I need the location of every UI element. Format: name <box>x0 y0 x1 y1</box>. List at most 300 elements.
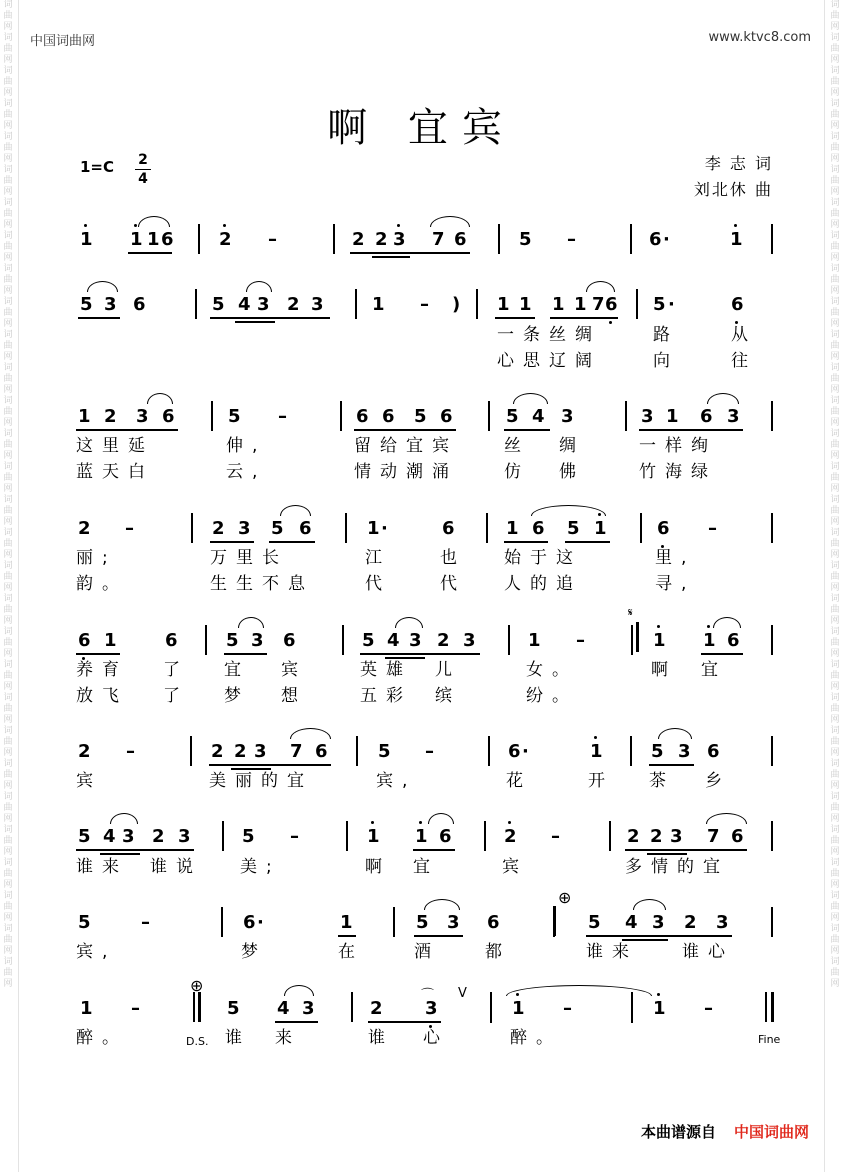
note: 1 <box>130 229 143 250</box>
note: 1 <box>574 294 587 315</box>
note: 5 <box>414 406 427 427</box>
note: 6 <box>442 518 455 539</box>
composer-credit: 刘北休 曲 <box>693 180 773 199</box>
note: 6 <box>605 294 618 315</box>
note: 6 <box>382 406 395 427</box>
underline <box>287 764 331 766</box>
lyric-text: 养育 <box>76 660 128 680</box>
note: 3 <box>178 826 191 847</box>
note: 2 <box>352 229 365 250</box>
barline <box>771 224 773 254</box>
fine-mark: Fine <box>758 1033 781 1046</box>
note: 1 <box>552 294 565 315</box>
footer-source-label: 本曲谱源自 <box>640 1123 716 1141</box>
note: – <box>126 741 135 762</box>
barline <box>356 736 358 766</box>
note: 3 <box>257 294 270 315</box>
lyricist-credit: 李 志 词 <box>704 154 773 173</box>
underline <box>235 321 275 323</box>
barline <box>631 992 633 1022</box>
lyric-text: 都 <box>485 942 511 962</box>
coda-mark-1: ⊕ <box>558 888 572 907</box>
note: 1 <box>730 229 743 250</box>
barline <box>631 625 633 655</box>
note: 2 <box>370 998 383 1019</box>
note: 6 <box>165 630 178 651</box>
underline <box>76 429 178 431</box>
ds-mark: D.S. <box>186 1035 209 1048</box>
note: 6 <box>731 826 744 847</box>
barline <box>771 513 773 543</box>
underline <box>275 1021 318 1023</box>
barline <box>198 224 200 254</box>
barline <box>630 224 632 254</box>
segno-mark: 𝄋 <box>628 606 633 619</box>
note: 3 <box>409 630 422 651</box>
lyric-text: 万里长 <box>210 548 288 568</box>
underline <box>647 853 687 855</box>
note: · <box>668 294 675 315</box>
note: – <box>290 826 299 847</box>
barline <box>484 821 486 851</box>
lyric-text: 啊 <box>651 660 677 680</box>
time-fraction-bar <box>135 169 151 170</box>
note: 2 <box>152 826 165 847</box>
note: 1 <box>78 406 91 427</box>
underline <box>495 317 535 319</box>
lyric-text: 竹海绿 <box>639 462 717 482</box>
note: · <box>381 518 388 539</box>
underline <box>682 935 732 937</box>
lyric-text: 英雄 <box>360 660 412 680</box>
lyric-text: 留给宜宾 <box>354 436 458 456</box>
note: 1 <box>367 518 380 539</box>
lyric-text: 宾 <box>76 771 102 791</box>
underline <box>231 768 271 770</box>
note: 1 <box>653 998 666 1019</box>
note: 4 <box>103 826 116 847</box>
note: 2 <box>212 518 225 539</box>
note: 1 <box>147 229 160 250</box>
underline <box>435 653 480 655</box>
note: 2 <box>78 518 91 539</box>
note: 5 <box>228 406 241 427</box>
ds-barline-thin <box>193 992 195 1022</box>
high-octave-dot <box>657 993 660 996</box>
high-octave-dot <box>223 224 226 227</box>
note: 6 <box>439 826 452 847</box>
lyric-text: 仿 <box>504 462 530 482</box>
underline <box>565 541 610 543</box>
note: 6 <box>487 912 500 933</box>
underline <box>647 849 687 851</box>
barline <box>640 513 642 543</box>
note: 3 <box>238 518 251 539</box>
lyric-text: 儿 <box>435 660 461 680</box>
barline <box>771 907 773 937</box>
barline <box>333 224 335 254</box>
note: 5 <box>78 826 91 847</box>
final-barline-thin <box>765 992 767 1022</box>
note: 3 <box>670 826 683 847</box>
note: 3 <box>727 406 740 427</box>
lyric-text: 在 <box>338 942 364 962</box>
note: 2 <box>287 294 300 315</box>
underline <box>504 429 550 431</box>
note: 6 <box>707 741 720 762</box>
high-octave-dot <box>419 821 422 824</box>
note: 6 <box>243 912 256 933</box>
note: 2 <box>211 741 224 762</box>
note: 5 <box>378 741 391 762</box>
lyric-text: 宾 <box>281 660 307 680</box>
lyric-text: 多情的宜 <box>625 857 729 877</box>
lyric-text: 宾, <box>76 942 117 962</box>
barline <box>345 513 347 543</box>
note: 1 <box>703 630 716 651</box>
song-title: 啊 宜宾 <box>327 105 516 151</box>
underline <box>76 653 120 655</box>
lyric-text: 醉。 <box>510 1028 562 1048</box>
lyric-text: 人的追 <box>504 574 582 594</box>
barline <box>222 821 224 851</box>
high-octave-dot <box>516 993 519 996</box>
note: 1 <box>506 518 519 539</box>
note: 5 <box>651 741 664 762</box>
lyric-text: 丝 <box>504 436 530 456</box>
time-numerator: 2 <box>138 152 148 168</box>
note: – <box>268 229 277 250</box>
lyric-text: 绸 <box>559 436 585 456</box>
note: – <box>551 826 560 847</box>
lyric-text: 宾, <box>376 771 417 791</box>
lyric-text: 云, <box>226 462 267 482</box>
lyric-text: 江 <box>365 548 391 568</box>
underline <box>414 935 463 937</box>
lyric-text: 五彩 <box>360 686 412 706</box>
lyric-text: 谁来 <box>76 857 128 877</box>
note: 6 <box>315 741 328 762</box>
note: 7 <box>707 826 720 847</box>
lyric-text: 伸, <box>226 436 267 456</box>
barline <box>771 401 773 431</box>
lyric-text: 谁心 <box>682 942 734 962</box>
note: 6 <box>161 229 174 250</box>
high-octave-dot <box>508 821 511 824</box>
lyric-text: 梦 <box>224 686 250 706</box>
barline <box>609 821 611 851</box>
note: 6 <box>532 518 545 539</box>
underline <box>649 764 694 766</box>
lyric-text: 想 <box>281 686 307 706</box>
note: – <box>708 518 717 539</box>
right-watermark: 词曲网词曲网词曲网词曲网词曲网词曲网词曲网词曲网词曲网词曲网词曲网词曲网词曲网词曲网词曲网词曲网词曲网词曲网词曲网词曲网词曲网词曲网词曲网词曲网词曲网词曲网词曲网词曲网词曲网词曲网 <box>830 0 840 989</box>
lyric-text: 心思辽阔 <box>497 351 601 371</box>
underline <box>372 252 410 254</box>
note: 5 <box>78 912 91 933</box>
lyric-text: 宾 <box>502 857 528 877</box>
site-name: 中国词曲网 <box>30 34 96 49</box>
note: 5 <box>519 229 532 250</box>
note: 1 <box>653 630 666 651</box>
note: 2 <box>684 912 697 933</box>
note: · <box>522 741 529 762</box>
note: 1 <box>367 826 380 847</box>
lyric-text: 向 <box>653 351 679 371</box>
underline <box>224 653 267 655</box>
note: 6 <box>356 406 369 427</box>
underline <box>78 317 120 319</box>
breath-mark: V <box>458 986 467 1001</box>
lyric-text: 啊 <box>365 857 391 877</box>
lyric-text: 从 <box>731 325 757 345</box>
ds-barline <box>198 992 201 1022</box>
note: 6 <box>454 229 467 250</box>
low-octave-dot <box>735 321 738 324</box>
note: 3 <box>425 998 438 1019</box>
note: – <box>567 229 576 250</box>
barline <box>190 736 192 766</box>
note: 6 <box>78 630 91 651</box>
barline <box>342 625 344 655</box>
lyric-text: 开 <box>588 771 614 791</box>
note: 1 <box>104 630 117 651</box>
lyric-text: 蓝天白 <box>76 462 154 482</box>
note: 3 <box>302 998 315 1019</box>
high-octave-dot <box>84 224 87 227</box>
lyric-text: 了 <box>163 660 189 680</box>
note: 5 <box>506 406 519 427</box>
underline <box>701 653 743 655</box>
note: 2 <box>650 826 663 847</box>
lyric-text: 酒 <box>414 942 440 962</box>
note: 1 <box>497 294 510 315</box>
lyric-text: 醉。 <box>76 1028 128 1048</box>
fermata-mark: ⌒ <box>421 988 435 1003</box>
note: 6 <box>700 406 713 427</box>
barline <box>636 289 638 319</box>
repeat-barline <box>636 622 639 652</box>
high-octave-dot <box>397 224 400 227</box>
lyric-text: 一条丝绸 <box>497 325 601 345</box>
note: 3 <box>122 826 135 847</box>
note: 6 <box>162 406 175 427</box>
lyric-text: 佛 <box>559 462 585 482</box>
lyric-text: 纷。 <box>526 686 578 706</box>
lyric-text: 一样绚 <box>639 436 717 456</box>
underline <box>703 849 747 851</box>
key-signature: 1=C <box>80 158 115 176</box>
note: 3 <box>561 406 574 427</box>
lyric-text: 寻, <box>655 574 696 594</box>
note: 3 <box>716 912 729 933</box>
note: 3 <box>678 741 691 762</box>
note: 6 <box>649 229 662 250</box>
lyric-text: 里, <box>655 548 696 568</box>
barline <box>355 289 357 319</box>
note: 6 <box>657 518 670 539</box>
note: 3 <box>463 630 476 651</box>
note: – <box>125 518 134 539</box>
low-octave-dot <box>609 321 612 324</box>
note: 7 <box>592 294 605 315</box>
note: 1 <box>512 998 525 1019</box>
note: 4 <box>277 998 290 1019</box>
note: 5 <box>227 998 240 1019</box>
note: 3 <box>447 912 460 933</box>
high-octave-dot <box>657 625 660 628</box>
lyric-text: 谁来 <box>586 942 638 962</box>
note: 6 <box>508 741 521 762</box>
high-octave-dot <box>594 736 597 739</box>
note: – <box>425 741 434 762</box>
note: 5 <box>226 630 239 651</box>
lyric-text: 来 <box>275 1028 301 1048</box>
barline <box>498 224 500 254</box>
note: ) <box>452 294 461 315</box>
lyric-text: 情动潮涌 <box>354 462 458 482</box>
note: 1 <box>519 294 532 315</box>
note: 5 <box>362 630 375 651</box>
underline <box>338 935 356 937</box>
lyric-text: 宜 <box>701 660 727 680</box>
note: 3 <box>393 229 406 250</box>
underline <box>413 849 455 851</box>
note: 1 <box>594 518 607 539</box>
barline <box>771 625 773 655</box>
note: 1 <box>666 406 679 427</box>
note: 5 <box>416 912 429 933</box>
barline <box>393 907 395 937</box>
note: 5 <box>212 294 225 315</box>
note: – <box>576 630 585 651</box>
high-octave-dot <box>707 625 710 628</box>
lyric-text: 了 <box>163 686 189 706</box>
note: · <box>257 912 264 933</box>
underline <box>372 256 410 258</box>
barline <box>488 401 490 431</box>
underline <box>354 429 456 431</box>
high-octave-dot <box>598 513 601 516</box>
note: 3 <box>104 294 117 315</box>
note: – <box>141 912 150 933</box>
underline <box>385 657 425 659</box>
underline <box>269 541 315 543</box>
note: 2 <box>104 406 117 427</box>
barline <box>625 401 627 431</box>
lyric-text: 谁 <box>368 1028 394 1048</box>
underline <box>504 541 548 543</box>
barline <box>191 513 193 543</box>
lyric-text: 美; <box>240 857 281 877</box>
note: 2 <box>78 741 91 762</box>
note: 2 <box>219 229 232 250</box>
lyric-text: 宜 <box>413 857 439 877</box>
barline <box>211 401 213 431</box>
lyric-text: 美丽的宜 <box>209 771 313 791</box>
lyric-text: 乡 <box>705 771 731 791</box>
note: 3 <box>136 406 149 427</box>
note: 6 <box>133 294 146 315</box>
lyric-text: 代 <box>365 574 391 594</box>
underline <box>622 935 668 937</box>
note: 5 <box>588 912 601 933</box>
note: 2 <box>504 826 517 847</box>
underline <box>231 764 271 766</box>
lyric-text: 生生不息 <box>210 574 314 594</box>
lyric-text: 女。 <box>526 660 578 680</box>
lyric-text: 心 <box>423 1028 449 1048</box>
note: – <box>704 998 713 1019</box>
note: 6 <box>283 630 296 651</box>
note: 4 <box>387 630 400 651</box>
footer-brand-link[interactable]: 中国词曲网 <box>733 1123 809 1141</box>
underline <box>428 252 470 254</box>
barline <box>771 821 773 851</box>
note: – <box>563 998 572 1019</box>
final-barline-thick <box>771 992 774 1022</box>
underline <box>210 541 254 543</box>
coda-barline <box>553 906 556 936</box>
underline <box>100 853 140 855</box>
barline <box>195 289 197 319</box>
note: 1 <box>590 741 603 762</box>
underline <box>639 429 743 431</box>
lyric-text: 代 <box>440 574 466 594</box>
note: 1 <box>80 229 93 250</box>
note: 4 <box>238 294 251 315</box>
site-url[interactable]: www.ktvc8.com <box>708 30 811 45</box>
note: 1 <box>528 630 541 651</box>
note: 6 <box>731 294 744 315</box>
note: 5 <box>567 518 580 539</box>
note: 7 <box>432 229 445 250</box>
lyric-text: 谁说 <box>150 857 202 877</box>
lyric-text: 也 <box>440 548 466 568</box>
coda-mark-2: ⊕ <box>190 976 204 995</box>
barline <box>351 992 353 1022</box>
lyric-text: 始于这 <box>504 548 582 568</box>
note: – <box>278 406 287 427</box>
underline <box>128 252 172 254</box>
note: 3 <box>311 294 324 315</box>
note: 4 <box>625 912 638 933</box>
note: 2 <box>375 229 388 250</box>
high-octave-dot <box>134 224 137 227</box>
underline <box>550 317 618 319</box>
note: 6 <box>727 630 740 651</box>
note: 3 <box>251 630 264 651</box>
note: 2 <box>627 826 640 847</box>
lyric-text: 缤 <box>435 686 461 706</box>
note: 1 <box>340 912 353 933</box>
barline <box>205 625 207 655</box>
note: 5 <box>653 294 666 315</box>
barline <box>508 625 510 655</box>
note: – <box>131 998 140 1019</box>
note: 5 <box>242 826 255 847</box>
underline <box>235 317 275 319</box>
barline <box>346 821 348 851</box>
lyric-text: 梦 <box>241 942 267 962</box>
barline <box>771 736 773 766</box>
note: 1 <box>415 826 428 847</box>
lyric-text: 宜 <box>224 660 250 680</box>
footer-source <box>641 1121 809 1142</box>
barline <box>488 736 490 766</box>
high-octave-dot <box>371 821 374 824</box>
lyric-text: 茶 <box>649 771 675 791</box>
